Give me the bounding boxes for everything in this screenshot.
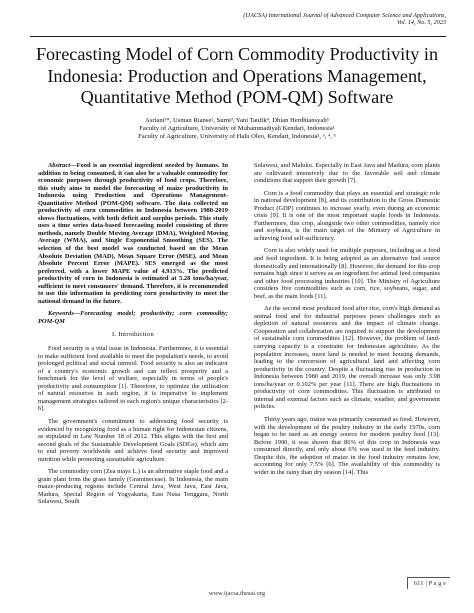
journal-volume: Vol. 14, No. 5, 2023 <box>396 19 446 27</box>
body-paragraph: Food security is a vital issue in Indonesia. Furthermore, it is essential to make sufficient food available to meet the population's needs, to avoid prolonged political and social turmoil. Food security is also an indicator of a country's economic growth and can reflect prosperity and a benchmark for the level of welfare, especially in terms of people's productivity and consumption [1]. Therefore, to optimize the utilization of natural resources in each region, it is imperative to implement management strategies tailored to each region's unique characteristics [2-6]. <box>38 345 228 413</box>
body-paragraph: Corn is a food commodity that plays an essential and strategic role in national development [8], and its contribution to the Gross Domestic Product (GDP) continues to increase yearly, even during an economic crisis [9]. It is one of the most important staple foods in Indonesia. Furthermore, this crop, alongside two other commodities, namely rice and soybeans, is the main target of the Ministry of Agriculture in achieving food self-sufficiency. <box>254 189 440 242</box>
journal-header <box>146 12 446 27</box>
abstract <box>38 162 228 305</box>
header-rule <box>30 36 446 37</box>
affiliation-1: Faculty of Agriculture, University of Muhammadiyah Kendari, Indonesia¹ <box>139 125 335 132</box>
body-paragraph: Thirty years ago, maize was primarily consumed as food. However, with the development of the poultry industry in the early 1970s, corn began to be used as an energy source for modern poultry feed [13]. Before 1990, it was shown that 86% of this crop in Indonesia was consumed directly, and only about 6% was used in the feed industry. Despite this, the adoption of maize in the food industry remains low, accounting for only 7.5% [6]. The availability of this commodity is wider in the rainy than dry season [14]. This <box>254 415 440 476</box>
keywords-label: Keywords <box>48 310 74 318</box>
author-block <box>40 117 434 141</box>
journal-name: (IJACSA) International Journal of Advanced Computer Science and Applications, <box>243 12 446 19</box>
page-number: 611 <box>413 580 424 587</box>
author-names: Asriani¹*, Usman Rianse², Surni³, Yani Taufik⁴, Dhian Herdhiansyah⁵ <box>145 117 329 124</box>
body-paragraph: As the second most produced food after rice, corn's high demand as animal food and for industrial purposes poses challenges such as depletion of natural resources and the impact of climate change. Cooperation and collaboration are required to support the development of sustainable corn commodities [12]. However, the problem of land-carrying capacity is a constraint for Indonesian agriculture. As the population increases, more land is needed to meet housing demands, leading to the conversion of agricultural land and affecting corn productivity in the country. Despite a fluctuating rise in production in Indonesia between 1980 and 2019, the overall increase was only 3.98 tons/ha/year or 0.102% per year [11]. There are high fluctuations in productivity of corn commodities. This fluctuation is attributed to internal and external factors such as climate, weather, and government policies. <box>254 305 440 411</box>
body-paragraph: The government's commitment to addressing food security is evidenced by recognizing food as a human right for Indonesian citizens, as stipulated in Law Number 18 of 2012. This aligns with the first and second goals of the Sustainable Development Goals (SDGs), which aim to end poverty worldwide and achieve food security and improved nutrition while promoting sustainable agriculture. <box>38 417 228 463</box>
footer-url[interactable]: www.ijacsa.thesai.org <box>208 590 266 597</box>
abstract-text: —Food is an essential ingredient needed by humans. In addition to being consumed, it can also be a valuable commodity for economic purposes through productivity of food crops. Therefore, this study aims to model the forecasting of maize productivity in Indonesia using Production and Operations Management-Quantitative Method (POM-QM) software. The data collected on productivity of corn commodities in Indonesia between 1980-2019 shows fluctuations, with both deficit and surplus periods. This study uses a time series data-based forecasting model consisting of three methods, namely Double Moving Average (DMA), Weighted Moving Average (WMA), and Single Exponential Smoothing (SES). The selection of the best model was conducted based on the Mean Absolute Deviation (MAD), Mean Square Error (MSE), and Mean Absolute Percent Error (MAPE). SES emerged as the most preferred, with a lower MAPE value of 4.913%. The predicted productivity of corn in Indonesia is estimated at 5.28 tons/ha/year, sufficient to meet consumers' demand. Therefore, it is recommended to use this information in predicting corn productivity to meet the national demand in the future. <box>38 162 228 305</box>
right-column <box>254 162 440 481</box>
page-number-box <box>407 577 450 589</box>
body-paragraph: Sulawesi, and Maluku. Especially in East Java and Madura, corn plants are cultivated intensively due to the favorable soil and climate conditions that support their growth [7]. <box>254 162 440 185</box>
body-paragraph: The commodity corn (Zea mays L.) is an alternative staple food and a grain plant from the grass family (Gramineceae). In Indonesia, the main maize-producing regions include Central Java, West Java, East Java, Madura, Special Region of Yogyakarta, East Nusa Tenggara, North Sulawesi, South <box>38 468 228 506</box>
keywords-text: —Forecasting model; productivity; corn commodity; POM-QM <box>38 310 228 325</box>
abstract-label: Abstract <box>48 162 71 169</box>
page-word: | P a g e <box>425 580 446 587</box>
paper-title: Forecasting Model of Corn Commodity Productivity in Indonesia: Production and Operations Management, Quantitative Method (POM-QM) Software <box>35 44 439 107</box>
left-column <box>38 162 228 511</box>
section-heading-introduction: I. Introduction <box>111 331 155 339</box>
body-paragraph: Corn is also widely used for multiple purposes, including as a food and feed ingredient. It is being adopted as an alternative fuel source domestically and internationally [8]. However, the demand for this crop remains high since it serves as an ingredient for animal feed companies and other food processing industries [10]. The Ministry of Agriculture considers five commodities such as corn, rice, soybeans, sugar, and beef, as the main foods [11]. <box>254 247 440 300</box>
affiliation-2: Faculty of Agriculture, University of Halu Oleo, Kendari, Indonesia², ³, ⁴, ⁵ <box>138 133 336 140</box>
keywords <box>38 310 228 325</box>
